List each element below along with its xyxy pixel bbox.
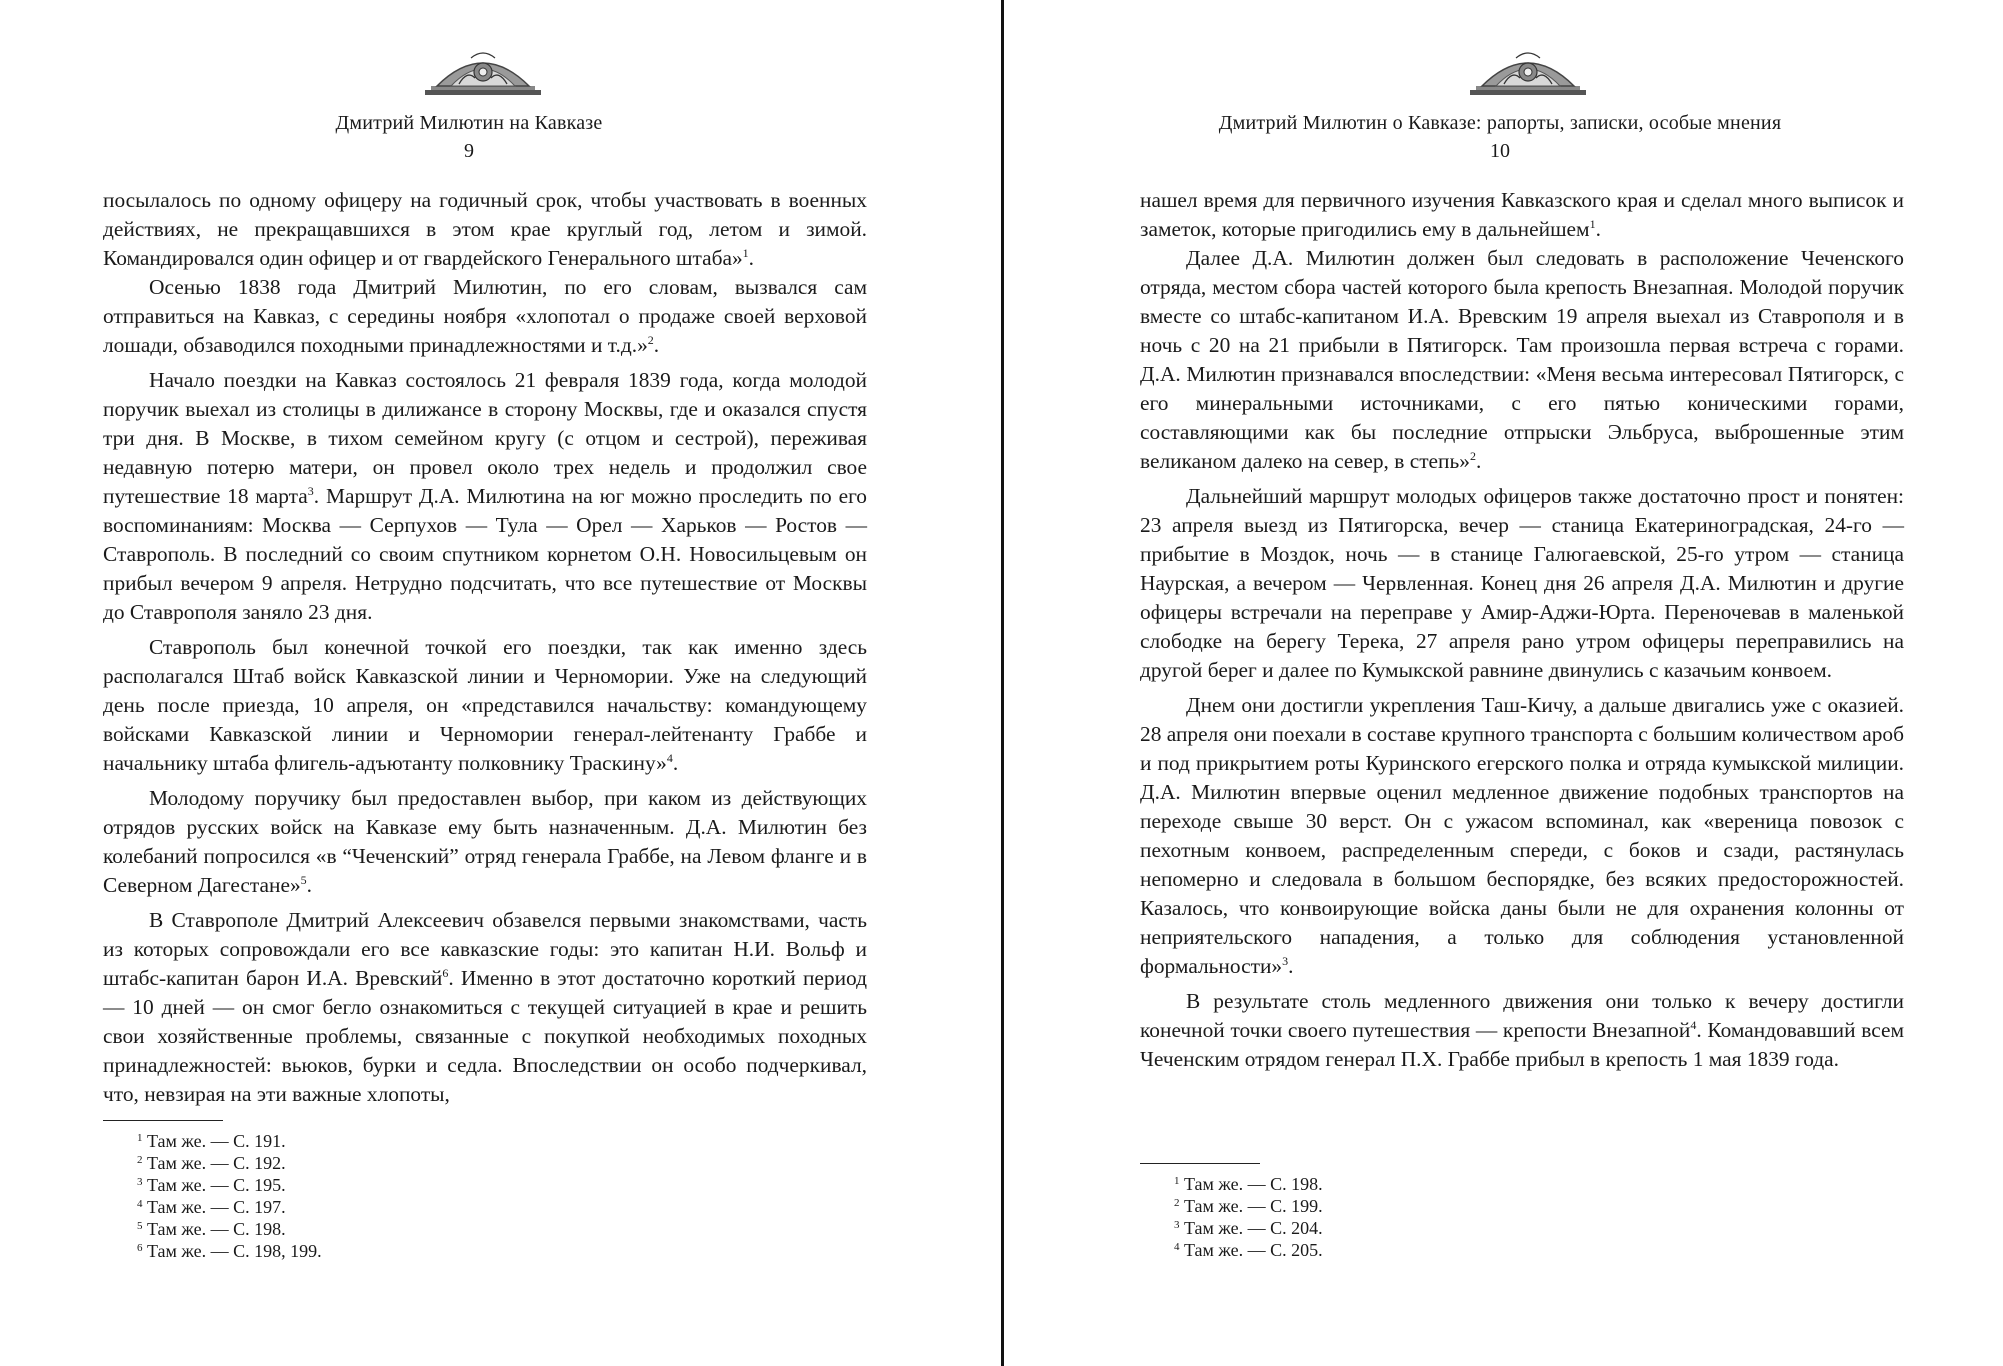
- footnote-ref[interactable]: 1: [1589, 217, 1596, 231]
- footnote-ref[interactable]: 2: [647, 333, 654, 347]
- footnotes: [1174, 1173, 1323, 1261]
- paragraph: Начало поездки на Кавказ состоялось 21 февраля 1839 года, когда молодой поручик выехал из столицы в дилижансе в сторону Москвы, где и оказался спустя три дня. В Москве, в тихом семейном кругу (с отцом и сестрой), переживая недавную потерю матери, он провел около трех недель и продолжил свое путешествие 18 марта$^3$. Маршрут Д.А. Милютина на юг можно проследить по его воспоминаниям: Москва — Серпухов — Тула — Орел — Харьков — Ростов — Ставрополь. В последний со своим спутником корнетом О.Н. Новосильцевым он прибыл вечером 9 апреля. Нетрудно подсчитать, что все путешествие от Москвы до Ставрополя заняло 23 дня.: [103, 368, 868, 624]
- page-number: 9: [464, 140, 474, 162]
- footnote: $^6$ Там же. — С. 198, 199.: [137, 1241, 322, 1261]
- footnote-ref[interactable]: 2: [1469, 449, 1476, 463]
- footnote: $^2$ Там же. — С. 192.: [137, 1153, 286, 1173]
- right-page: [1140, 0, 1904, 1366]
- paragraph: нашел время для первичного изучения Кавказского края и сделал много выписок и заметок, которые пригодились ему в дальнейшем$^1$.: [1140, 188, 1904, 241]
- ornament-icon: [1468, 46, 1588, 100]
- paragraph: В результате столь медленного движения они только к вечеру достигли конечной точки своего путешествия — крепости Внезапной$^4$. Командовавший всем Чеченским отрядом генерал П.Х. Граббе прибыл в крепость 1 мая 1839 года.: [1140, 989, 1905, 1071]
- footnote-ref[interactable]: 6: [442, 966, 449, 980]
- footnote-ref[interactable]: 4: [666, 751, 673, 765]
- footnote: $^5$ Там же. — С. 198.: [137, 1219, 286, 1239]
- footnote: $^1$ Там же. — С. 191.: [137, 1131, 286, 1151]
- paragraph: посылалось по одному офицеру на годичный срок, чтобы участвовать в военных действиях, не прекращавшихся в этом крае круглый год, летом и зимой. Командировался один офицер и от гвардейского Генерального штаба»$^1$.: [103, 188, 867, 270]
- body-text: [103, 186, 867, 1109]
- body-text: [1140, 186, 1904, 1074]
- footnote: $^2$ Там же. — С. 199.: [1174, 1196, 1323, 1216]
- page-number: 10: [1490, 140, 1510, 162]
- footnote: $^3$ Там же. — С. 195.: [137, 1175, 286, 1195]
- footnote: $^3$ Там же. — С. 204.: [1174, 1218, 1323, 1238]
- footnote-ref[interactable]: 1: [742, 246, 749, 260]
- footnote-rule: [103, 1120, 223, 1121]
- gutter-line: [1001, 0, 1004, 1366]
- paragraph: Днем они достигли укрепления Таш-Кичу, а дальше двигались уже с оказией. 28 апреля они поехали в составе крупного транспорта с большим количеством ароб и под прикрытием роты Куринского егерского полка и отряда кумыкской милиции. Д.А. Милютин впервые оценил медленное движение подобных транспортов на переходе свыше 30 верст. Он с ужасом вспоминал, как «вереница повозок с пехотным конвоем, распределенным спереди, с боков и сзади, растянулась непомерно и следовала в большом беспорядке, без всяких предосторожностей. Казалось, что конвоирующие войска даны были не для охранения колонны от неприятельского нападения, а только для соблюдения установленной формальности»$^3$.: [1140, 693, 1905, 978]
- paragraph: Далее Д.А. Милютин должен был следовать в расположение Чеченского отряда, местом сбора частей которого была крепость Внезапная. Молодой поручик вместе со штабс-капитаном И.А. Вревским 19 апреля выехал из Ставрополя и в ночь с 20 на 21 прибыли в Пятигорск. Там произошла первая встреча с горами. Д.А. Милютин признавался впоследствии: «Меня весьма интересовал Пятигорск, с его минеральными источниками, с его пятью коническими горами, составляющими как бы последние отпрыски Эльбруса, выброшенные этим великаном далеко на север, в степь»$^2$.: [1140, 246, 1904, 473]
- left-page: [103, 0, 867, 1366]
- footnotes: [137, 1130, 322, 1262]
- running-head: Дмитрий Милютин о Кавказе: рапорты, записки, особые мнения: [1218, 112, 1782, 134]
- footnote-ref[interactable]: 4: [1690, 1018, 1697, 1032]
- paragraph: Ставрополь был конечной точкой его поездки, так как именно здесь располагался Штаб войск Кавказской линии и Черномории. Уже на следующий день после приезда, 10 апреля, он «представился начальству: командующему войсками Кавказской линии и Черномории генерал-лейтенанту Граббе и начальнику штаба флигель-адъютанту полковнику Траскину»$^4$.: [103, 635, 867, 775]
- ornament-icon: [423, 46, 543, 100]
- running-head: Дмитрий Милютин на Кавказе: [335, 112, 603, 134]
- footnote: $^4$ Там же. — С. 205.: [1174, 1240, 1323, 1260]
- paragraph: В Ставрополе Дмитрий Алексеевич обзавелся первыми знакомствами, часть из которых сопровождали его все кавказские годы: это капитан Н.И. Вольф и штабс-капитан барон И.А. Вревский$^6$. Именно в этот достаточно короткий период — 10 дней — он смог бегло ознакомиться с текущей ситуацией в крае и решить свои хозяйственные проблемы, связанные с покупкой необходимых походных принадлежностей: вьюков, бурки и седла. Впоследствии он особо подчеркивал, что, невзирая на эти важные хлопоты,: [103, 908, 867, 1106]
- footnote-ref[interactable]: 5: [300, 873, 307, 887]
- footnote-ref[interactable]: 3: [1282, 954, 1289, 968]
- paragraph: Осенью 1838 года Дмитрий Милютин, по его словам, вызвался сам отправиться на Кавказ, с середины ноября «хлопотал о продаже своей верховой лошади, обзаводился походными принадлежностями и т.д.»$^2$.: [103, 275, 867, 357]
- footnote: $^4$ Там же. — С. 197.: [137, 1197, 286, 1217]
- paragraph: Дальнейший маршрут молодых офицеров также достаточно прост и понятен: 23 апреля выезд из Пятигорска, вечер — станица Екатериноградская, 24-го — прибытие в Моздок, ночь — в станице Галюгаевской, 25-го утром — станица Наурская, а вечером — Червленная. Конец дня 26 апреля Д.А. Милютин и другие офицеры встречали на переправе у Амир-Аджи-Юрта. Переночевав в маленькой слободке на берегу Терека, 27 апреля рано утром офицеры переправились на другой берег и далее по Кумыкской равнине двинулись с казачьим конвоем.: [1140, 484, 1904, 682]
- paragraph: Молодому поручику был предоставлен выбор, при каком из действующих отрядов русских войск на Кавказе ему быть назначенным. Д.А. Милютин без колебаний попросился «в “Чеченский” отряд генерала Граббе, на Левом фланге и в Северном Дагестане»$^5$.: [103, 786, 867, 897]
- footnote-rule: [1140, 1163, 1260, 1164]
- footnote: $^1$ Там же. — С. 198.: [1174, 1174, 1323, 1194]
- footnote-ref[interactable]: 3: [307, 484, 314, 498]
